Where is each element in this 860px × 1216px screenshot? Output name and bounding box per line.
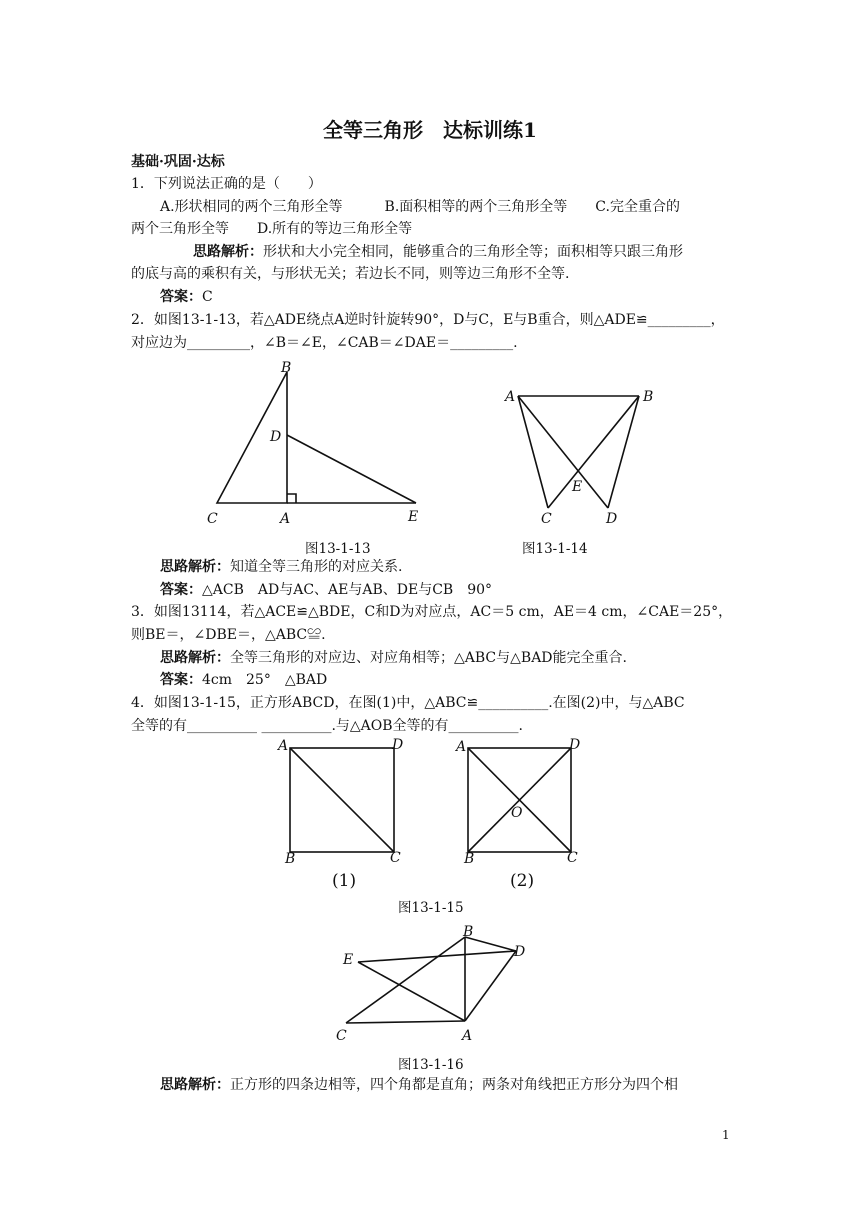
fig14-label-b: B xyxy=(643,389,654,405)
fig16-label-d: D xyxy=(514,944,526,960)
q1-options-line2: 两个三角形全等 D.所有的等边三角形全等 xyxy=(131,221,413,237)
q2-analysis xyxy=(160,557,402,577)
q1-answer xyxy=(160,287,213,307)
q4-analysis xyxy=(160,1075,678,1095)
q3-analysis-text: 全等三角形的对应边、对应角相等；△ABC与△BAD能完全重合. xyxy=(230,650,627,666)
fig15-left-label-c: C xyxy=(390,850,401,866)
fig15-right-label-o: O xyxy=(511,805,523,821)
fig14-label-a: A xyxy=(505,389,516,405)
fig16-label-a: A xyxy=(462,1028,473,1044)
q2-line1: 2．如图13-1-13，若△ADE绕点A逆时针旋转90°，D与C，E与B重合，则△ADE≌_________， xyxy=(131,312,725,328)
fig16-label-c: C xyxy=(336,1028,347,1044)
q2-line2: 对应边为_________，∠B＝∠E，∠CAB＝∠DAE＝_________. xyxy=(131,335,518,351)
fig14-label-d: D xyxy=(606,511,618,527)
q3-line1: 3．如图13114，若△ACE≌△BDE，C和D为对应点，AC＝5 cm，AE＝4 cm，∠CAE＝25°， xyxy=(131,604,733,620)
figure-13-1-15-caption: 图13-1-15 xyxy=(398,900,464,916)
q2-answer-value: △ACB AD与AC、AE与AB、DE与CB 90° xyxy=(202,582,493,598)
q4-analysis-text: 正方形的四条边相等，四个角都是直角；两条对角线把正方形分为四个相 xyxy=(230,1077,678,1093)
q2-answer-label: 答案： xyxy=(160,582,202,598)
q3-line2: 则BE＝，∠DBE＝，△ABC≌. xyxy=(131,627,326,643)
fig14-label-c: C xyxy=(541,511,552,527)
fig16-label-b: B xyxy=(463,924,474,940)
q1-analysis-line2: 的底与高的乘积有关，与形状无关；若边长不同，则等边三角形不全等. xyxy=(131,266,570,282)
q2-answer xyxy=(160,580,492,600)
fig14-label-e: E xyxy=(572,479,583,495)
q1-analysis-line1 xyxy=(193,242,683,262)
q1-analysis-text: 形状和大小完全相同，能够重合的三角形全等；面积相等只跟三角形 xyxy=(263,244,683,260)
fig13-label-e: E xyxy=(408,509,419,525)
q3-analysis xyxy=(160,648,627,668)
figure-13-1-16-caption: 图13-1-16 xyxy=(398,1057,464,1073)
figure-13-1-13 xyxy=(195,355,435,530)
fig13-label-b: B xyxy=(281,360,292,376)
figure-13-1-13-caption: 图13-1-13 xyxy=(305,541,371,557)
page-title: 全等三角形 达标训练1 xyxy=(323,118,537,142)
fig15-sub2: (2) xyxy=(510,871,535,891)
fig13-label-a: A xyxy=(280,511,291,527)
figure-13-1-16 xyxy=(330,918,540,1048)
q1-options-line1: A.形状相同的两个三角形全等 B.面积相等的两个三角形全等 C.完全重合的 xyxy=(160,199,680,215)
fig15-left-label-d: D xyxy=(392,737,404,753)
section-heading: 基础·巩固·达标 xyxy=(131,154,225,170)
q4-analysis-label: 思路解析： xyxy=(160,1077,230,1093)
q1-analysis-label: 思路解析： xyxy=(193,244,263,260)
q3-answer-value: 4cm 25° △BAD xyxy=(202,672,328,688)
q1-answer-label: 答案： xyxy=(160,289,202,305)
page-number: 1 xyxy=(722,1128,730,1142)
q4-line1: 4．如图13-1-15，正方形ABCD，在图(1)中，△ABC≌__________.在图(2)中，与△ABC xyxy=(131,695,685,711)
fig15-left-label-a: A xyxy=(278,738,289,754)
q1-answer-value: C xyxy=(202,289,213,305)
q2-analysis-label: 思路解析： xyxy=(160,559,230,575)
fig15-right-label-d: D xyxy=(569,737,581,753)
q2-analysis-text: 知道全等三角形的对应关系. xyxy=(230,559,403,575)
q4-line2: 全等的有__________ __________.与△AOB全等的有__________. xyxy=(131,718,523,734)
figure-13-1-14-caption: 图13-1-14 xyxy=(522,541,588,557)
fig15-right-label-b: B xyxy=(464,851,475,867)
fig15-left-label-b: B xyxy=(285,851,296,867)
fig15-right-label-c: C xyxy=(567,850,578,866)
fig13-label-d: D xyxy=(270,429,282,445)
fig15-sub1: (1) xyxy=(332,871,357,891)
fig16-label-e: E xyxy=(343,952,354,968)
fig13-label-c: C xyxy=(207,511,218,527)
fig15-right-label-a: A xyxy=(456,739,467,755)
q3-answer-label: 答案： xyxy=(160,672,202,688)
figure-13-1-15 xyxy=(270,735,600,895)
q3-analysis-label: 思路解析： xyxy=(160,650,230,666)
figure-13-1-14 xyxy=(495,380,665,530)
q3-answer xyxy=(160,670,327,690)
q1-stem: 1．下列说法正确的是（ ） xyxy=(131,176,322,192)
